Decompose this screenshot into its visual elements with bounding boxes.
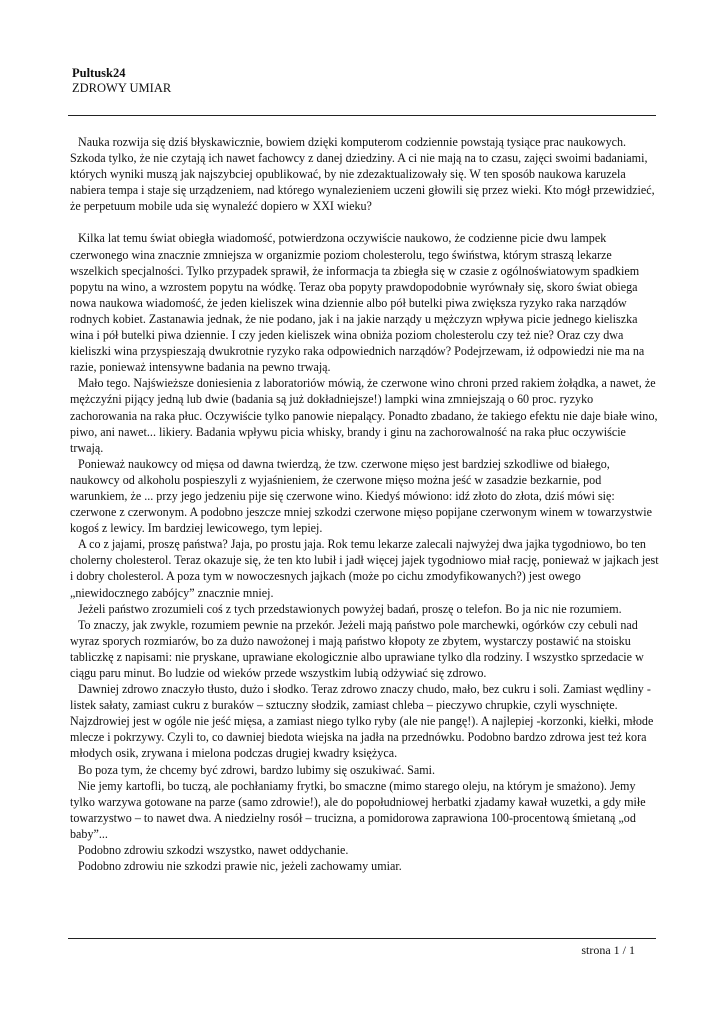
article-paragraph: A co z jajami, proszę państwa? Jaja, po prostu jaja. Rok temu lekarze zalecali najwyżej dwa jajka tygodniowo, bo ten cholerny cholesterol. Teraz okazuje się, że ten kto lubił i jadł więcej jajek tygodniowo miał rację, ponieważ w jajkach jest i dobry cholesterol. A poza tym w nowoczesnych jajkach (może po cichu zmodyfikowanych?) jest owego „niewidocznego zabójcy” znacznie mniej. xyxy=(70,537,659,600)
article-paragraph: Nie jemy kartofli, bo tuczą, ale pochłaniamy frytki, bo smaczne (mimo starego oleju, na którym je smażono). Jemy tylko warzywa gotowane na parze (samo zdrowie!), ale do popołudniowej herbatki zjadamy kawał wuzetki, a gdy miłe towarzystwo – to nawet dwa. A niedzielny rosół – trucizna, a pomidorowa zaprawiona 100-procentową śmietaną „od baby”... xyxy=(70,778,646,841)
site-name: Pultusk24 xyxy=(72,66,126,80)
article-paragraph: Jeżeli państwo zrozumieli coś z tych przedstawionych powyżej badań, proszę o telefon. Bo ja nic nie rozumiem. xyxy=(78,601,622,616)
article-paragraph: Podobno zdrowiu nie szkodzi prawie nic, jeżeli zachowamy umiar. xyxy=(78,859,402,874)
footer-divider xyxy=(68,938,656,939)
page-number: strona 1 / 1 xyxy=(581,943,635,957)
article-body xyxy=(70,134,660,874)
article-paragraph: Nauka rozwija się dziś błyskawicznie, bowiem dzięki komputerom codziennie powstają tysiące prac naukowych. Szkoda tylko, że nie czytają ich nawet fachowcy z danej dziedziny. A ci nie mają na to czasu, zajęci swoimi badaniami, których wyniki muszą jak najszybciej opublikować, by nie zdezaktualizowały się. W ten sposób naukowa karuzela nabiera tempa i staje się urządzeniem, nad którego wynalezieniem uczeni głowili się przez wieki. Kto mógł przewidzieć, że perpetuum mobile uda się wynaleźć dopiero w XXI wieku? xyxy=(70,135,655,214)
article-paragraph: Dawniej zdrowo znaczyło tłusto, dużo i słodko. Teraz zdrowo znaczy chudo, mało, bez cukru i soli. Zamiast wędliny - listek sałaty, zamiast cukru z buraków – sztuczny słodzik, zamiast chleba – pieczywo chrupkie, czyli wyschnięte. Najzdrowiej jest w ogóle nie jeść mięsa, a zamiast niego tylko ryby (ale nie pangę!). A najlepiej -korzonki, kiełki, młode mlecze i pokrzywy. Czyli to, co dawniej biedota wiejska na jadła na przednówku. Podobno bardzo zdrowa jest też kora młodych osik, zrywana i mielona podczas drugiej kwadry księżyca. xyxy=(70,682,654,761)
article-paragraph: Mało tego. Najświeższe doniesienia z laboratoriów mówią, że czerwone wino chroni przed rakiem żołądka, a nawet, że mężczyźni pijący jedną lub dwie (badania są już dokładniejsze!) lampki wina zmniejszają o 60 proc. ryzyko zachorowania na raka płuc. Oczywiście tylko panowie niepalący. Ponadto zbadano, że takiego efektu nie daje białe wino, piwo, ani nawet... likiery. Badania wpływu picia whisky, brandy i ginu na zachorowalność na raka płuc oczywiście trwają. xyxy=(70,376,658,455)
article-paragraph: Ponieważ naukowcy od mięsa od dawna twierdzą, że tzw. czerwone mięso jest bardziej szkodliwe od białego, naukowcy od alkoholu pospieszyli z wyjaśnieniem, że czerwone mięso można jeść w zasadzie bezkarnie, pod warunkiem, że ... przy jego jedzeniu pije się czerwone wino. Kiedyś mówiono: idź złoto do złota, dziś mówi się: czerwone z czerwonym. A podobno jeszcze mniej szkodzi czerwone mięso popijane czerwonym winem w towarzystwie kogoś z lewicy. Im bardziej lewicowego, tym lepiej. xyxy=(70,456,652,536)
article-paragraph: Bo poza tym, że chcemy być zdrowi, bardzo lubimy się oszukiwać. Sami. xyxy=(78,762,436,777)
header-divider xyxy=(68,115,656,116)
article-paragraph: Kilka lat temu świat obiegła wiadomość, potwierdzona oczywiście naukowo, że codzienne picie dwu lampek czerwonego wina znacznie zmniejsza w organizmie poziom cholesterolu, tego świństwa, którym straszą lekarze wszelkich specjalności. Tylko przypadek sprawił, że informacja ta zbiegła się w czasie z ogólnoświatowym spadkiem popytu na wino, a wzrostem popytu na wódkę. Teraz oba popyty prawdopodobnie wyrównały się, skoro świat obiega nowa naukowa wiadomość, że jeden kieliszek wina dziennie albo pół butelki piwa zwiększa ryzyko raka narządów rodnych kobiet. Zastanawia jednak, że nie podano, jak i na jakie narządy u mężczyzn wpływa picie jednego kieliszka wina i pół butelki piwa dziennie. I czy jeden kieliszek wina obniża poziom cholesterolu czy też nie? Oraz czy dwa kieliszki wina przyspieszają dwukrotnie ryzyko raka odpowiednich narządów? Podejrzewam, iż odpowiedzi nie ma na razie, ponieważ intensywne badania na pewno trwają. xyxy=(70,231,645,375)
section-title: ZDROWY UMIAR xyxy=(72,81,172,95)
article-paragraph: To znaczy, jak zwykle, rozumiem pewnie na przekór. Jeżeli mają państwo pole marchewki, ogórków czy cebuli nad wyraz sporych rozmiarów, bo za dużo nawożonej i mają państwo kłopoty ze zbytem, wystarczy postawić na stoisku tabliczkę z napisami: nie pryskane, uprawiane ekologicznie albo uprawiane tylko dla rodziny. I wszystko sprzedacie w ciągu paru minut. Bo ludzie od wieków przede wszystkim lubią odżywiać się zdrowo. xyxy=(70,617,644,680)
article-paragraph: Podobno zdrowiu szkodzi wszystko, nawet oddychanie. xyxy=(78,843,349,858)
document-header xyxy=(72,66,171,96)
